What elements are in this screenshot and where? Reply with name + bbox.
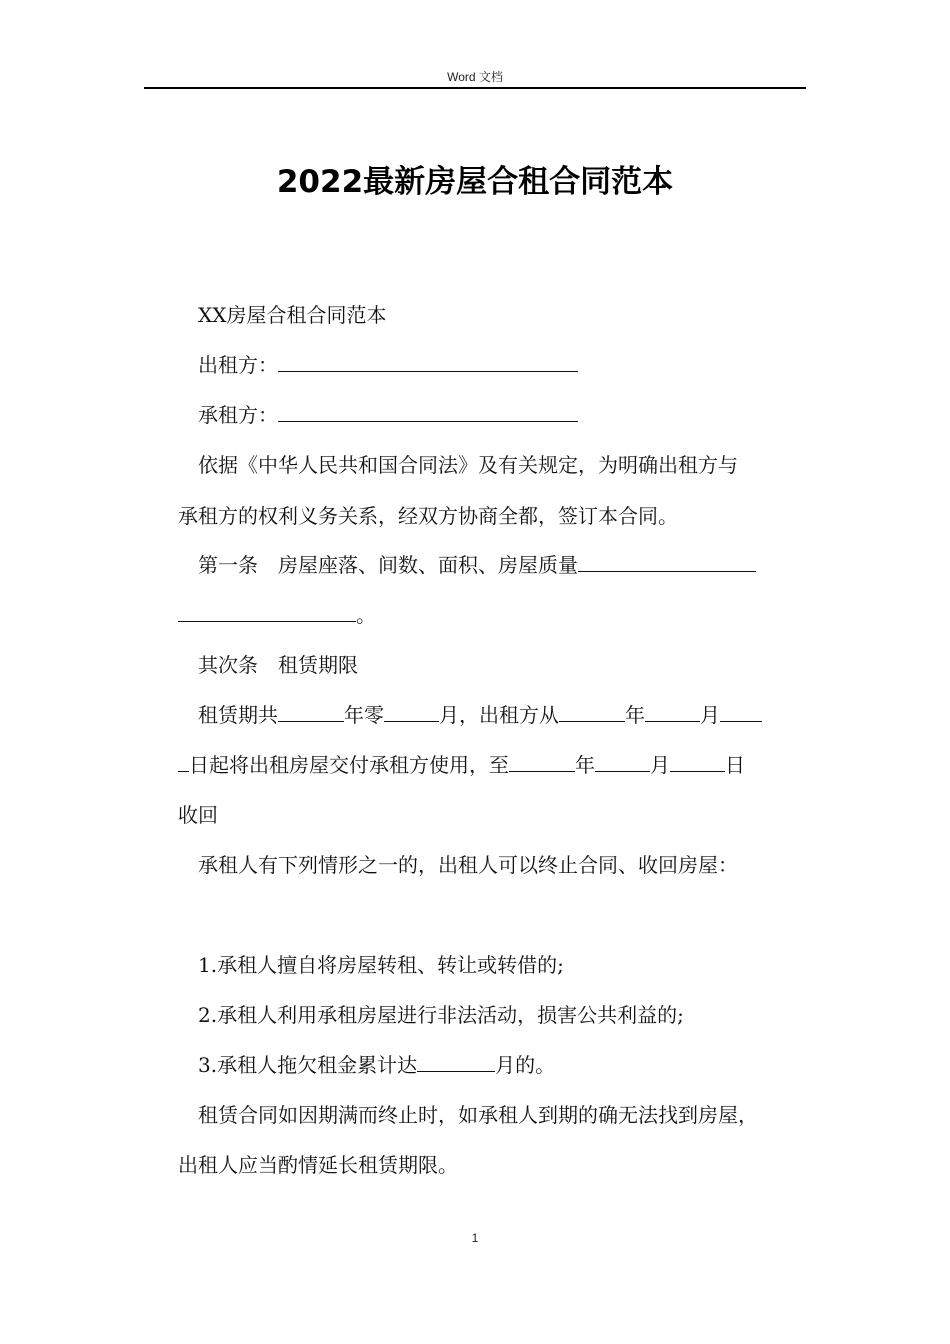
term-text-9: 日 bbox=[725, 753, 745, 777]
article-1-text: 第一条 房屋座落、间数、面积、房屋质量 bbox=[198, 553, 578, 577]
end-year-blank bbox=[509, 753, 575, 772]
lessee-line bbox=[198, 402, 828, 428]
lessee-blank bbox=[278, 403, 578, 422]
term-line-1 bbox=[198, 702, 828, 728]
lessee-label: 承租方： bbox=[198, 403, 278, 427]
article-1-blank-2 bbox=[178, 603, 356, 622]
end-month-blank bbox=[595, 753, 650, 772]
term-years-blank bbox=[278, 703, 344, 722]
expiry-paragraph-line-2: 出租人应当酌情延长租赁期限。 bbox=[178, 1153, 458, 1177]
term-text-3: 月，出租方从 bbox=[439, 703, 559, 727]
lessor-line bbox=[198, 352, 828, 378]
arrears-months-blank bbox=[417, 1053, 495, 1072]
condition-item-1: 1.承租人擅自将房屋转租、转让或转借的; bbox=[198, 953, 564, 977]
start-year-blank bbox=[559, 703, 625, 722]
article-1-line-1 bbox=[198, 552, 828, 578]
term-text-5: 月 bbox=[700, 703, 720, 727]
article-1-line-2 bbox=[178, 602, 808, 628]
term-line-3: 收回 bbox=[178, 803, 218, 827]
contract-subtitle: XX房屋合租合同范本 bbox=[198, 303, 387, 327]
term-text-1: 租赁期共 bbox=[198, 703, 278, 727]
expiry-paragraph-line-1: 租赁合同如因期满而终止时，如承租人到期的确无法找到房屋， bbox=[198, 1103, 758, 1127]
condition-item-3 bbox=[198, 1052, 828, 1078]
page-header: Word 文档 bbox=[447, 70, 503, 84]
termination-intro: 承租人有下列情形之一的，出租人可以终止合同、收回房屋： bbox=[198, 853, 738, 877]
term-text-8: 月 bbox=[650, 753, 670, 777]
article-1-blank-1 bbox=[578, 553, 756, 572]
basis-paragraph-line-1: 依据《中华人民共和国合同法》及有关规定，为明确出租方与 bbox=[198, 453, 738, 477]
condition-item-2: 2.承租人利用承租房屋进行非法活动，损害公共利益的; bbox=[198, 1003, 684, 1027]
end-day-blank bbox=[670, 753, 725, 772]
term-line-2 bbox=[178, 752, 808, 778]
term-text-4: 年 bbox=[625, 703, 645, 727]
article-2-title: 其次条 租赁期限 bbox=[198, 653, 358, 677]
start-day-blank-b bbox=[178, 753, 189, 772]
article-1-end: 。 bbox=[356, 603, 376, 627]
item-3-text: 3.承租人拖欠租金累计达 bbox=[198, 1053, 418, 1077]
basis-paragraph-line-2: 承租方的权利义务关系，经双方协商全都，签订本合同。 bbox=[178, 504, 678, 528]
term-months-blank bbox=[384, 703, 439, 722]
term-text-2: 年零 bbox=[344, 703, 384, 727]
document-title: 2022最新房屋合租合同范本 bbox=[276, 164, 674, 200]
start-day-blank-a bbox=[720, 703, 762, 722]
page-number: 1 bbox=[471, 1231, 479, 1245]
lessor-blank bbox=[278, 353, 578, 372]
term-text-7: 年 bbox=[575, 753, 595, 777]
item-3-end: 月的。 bbox=[495, 1053, 556, 1077]
lessor-label: 出租方： bbox=[198, 353, 278, 377]
start-month-blank bbox=[645, 703, 700, 722]
header-divider bbox=[144, 87, 806, 89]
term-text-6: 日起将出租房屋交付承租方使用，至 bbox=[189, 753, 509, 777]
